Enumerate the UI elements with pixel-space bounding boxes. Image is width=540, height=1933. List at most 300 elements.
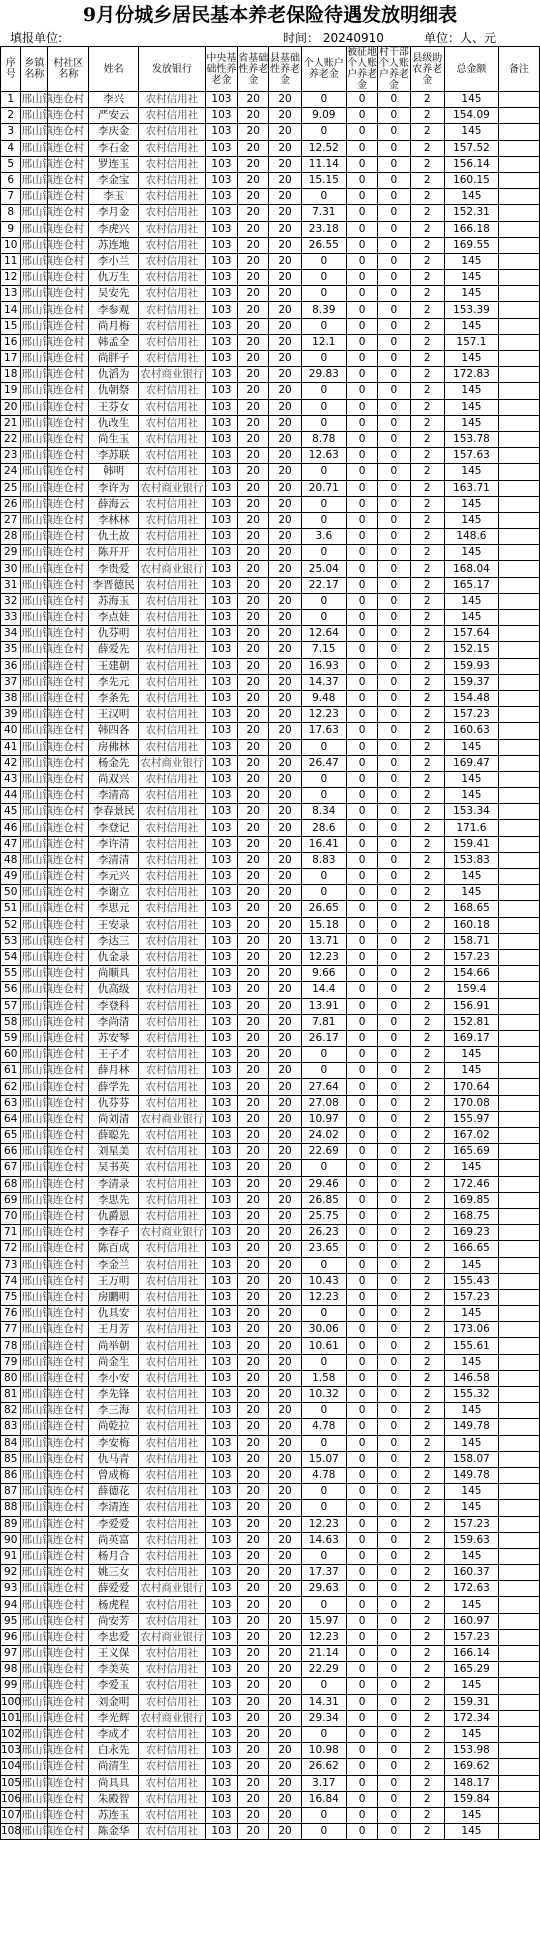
row-county: 20 [269, 1176, 301, 1192]
row-village: 连仓村 [48, 1678, 89, 1694]
row-central: 103 [205, 577, 237, 593]
row-remark [498, 1273, 539, 1289]
row-county: 20 [269, 464, 301, 480]
row-county: 20 [269, 1387, 301, 1403]
row-county: 20 [269, 237, 301, 253]
row-remark [498, 561, 539, 577]
row-province: 20 [238, 1435, 269, 1451]
row-village-cadre: 0 [378, 1014, 410, 1030]
row-village-cadre: 0 [378, 1467, 410, 1483]
row-central: 103 [205, 755, 237, 771]
row-personal: 10.43 [301, 1273, 346, 1289]
row-bank: 农村信用社 [138, 1370, 205, 1386]
table-row [1, 690, 540, 706]
row-county: 20 [269, 1160, 301, 1176]
row-bank: 农村商业银行 [138, 367, 205, 383]
row-name: 王子才 [89, 1047, 139, 1063]
row-name: 陈开开 [89, 545, 139, 561]
row-village: 连仓村 [48, 1710, 89, 1726]
row-county-aid: 2 [410, 966, 444, 982]
table-row [1, 1791, 540, 1807]
table-row [1, 529, 540, 545]
row-bank: 农村信用社 [138, 690, 205, 706]
row-no: 97 [1, 1646, 21, 1662]
row-personal: 0 [301, 512, 346, 528]
row-remark [498, 707, 539, 723]
row-county-aid: 2 [410, 998, 444, 1014]
row-total: 145 [445, 545, 499, 561]
row-village: 连仓村 [48, 788, 89, 804]
row-county-aid: 2 [410, 512, 444, 528]
row-total: 145 [445, 771, 499, 787]
row-town: 邢山镇 [21, 529, 48, 545]
row-bank: 农村商业银行 [138, 480, 205, 496]
row-town: 邢山镇 [21, 949, 48, 965]
row-no: 39 [1, 707, 21, 723]
row-land-acquired: 0 [346, 512, 377, 528]
row-village: 连仓村 [48, 1370, 89, 1386]
row-bank: 农村商业银行 [138, 1629, 205, 1645]
row-bank: 农村信用社 [138, 1354, 205, 1370]
row-central: 103 [205, 1807, 237, 1823]
table-row [1, 1273, 540, 1289]
row-province: 20 [238, 1403, 269, 1419]
row-bank: 农村信用社 [138, 1807, 205, 1823]
row-town: 邢山镇 [21, 1095, 48, 1111]
row-total: 145 [445, 1678, 499, 1694]
row-no: 101 [1, 1710, 21, 1726]
row-remark [498, 1403, 539, 1419]
row-remark [498, 723, 539, 739]
row-personal: 0 [301, 351, 346, 367]
row-total: 170.08 [445, 1095, 499, 1111]
row-province: 20 [238, 836, 269, 852]
row-no: 10 [1, 237, 21, 253]
row-county: 20 [269, 1370, 301, 1386]
row-village-cadre: 0 [378, 836, 410, 852]
row-no: 4 [1, 140, 21, 156]
row-central: 103 [205, 690, 237, 706]
row-village-cadre: 0 [378, 108, 410, 124]
row-land-acquired: 0 [346, 1516, 377, 1532]
row-central: 103 [205, 658, 237, 674]
row-central: 103 [205, 739, 237, 755]
row-no: 46 [1, 820, 21, 836]
row-total: 154.66 [445, 966, 499, 982]
row-total: 170.64 [445, 1079, 499, 1095]
row-bank: 农村信用社 [138, 1791, 205, 1807]
row-town: 邢山镇 [21, 1597, 48, 1613]
row-remark [498, 1484, 539, 1500]
row-central: 103 [205, 771, 237, 787]
row-remark [498, 464, 539, 480]
row-central: 103 [205, 561, 237, 577]
row-central: 103 [205, 270, 237, 286]
row-central: 103 [205, 1273, 237, 1289]
row-remark [498, 836, 539, 852]
row-bank: 农村信用社 [138, 982, 205, 998]
row-county-aid: 2 [410, 1079, 444, 1095]
row-town: 邢山镇 [21, 205, 48, 221]
row-no: 31 [1, 577, 21, 593]
row-personal: 13.71 [301, 933, 346, 949]
row-province: 20 [238, 626, 269, 642]
row-total: 155.32 [445, 1387, 499, 1403]
row-personal: 0 [301, 253, 346, 269]
table-row [1, 1306, 540, 1322]
row-no: 19 [1, 383, 21, 399]
row-name: 杨月合 [89, 1548, 139, 1564]
row-central: 103 [205, 1030, 237, 1046]
row-bank: 农村商业银行 [138, 755, 205, 771]
row-land-acquired: 0 [346, 237, 377, 253]
table-row [1, 723, 540, 739]
row-central: 103 [205, 1338, 237, 1354]
row-province: 20 [238, 512, 269, 528]
row-land-acquired: 0 [346, 1257, 377, 1273]
row-county: 20 [269, 189, 301, 205]
row-total: 160.63 [445, 723, 499, 739]
row-total: 145 [445, 1354, 499, 1370]
row-county: 20 [269, 1208, 301, 1224]
row-town: 邢山镇 [21, 1548, 48, 1564]
table-row [1, 1322, 540, 1338]
row-town: 邢山镇 [21, 1743, 48, 1759]
row-village-cadre: 0 [378, 949, 410, 965]
table-row [1, 383, 540, 399]
row-village-cadre: 0 [378, 1144, 410, 1160]
row-province: 20 [238, 529, 269, 545]
row-town: 邢山镇 [21, 982, 48, 998]
row-total: 172.83 [445, 367, 499, 383]
row-central: 103 [205, 1759, 237, 1775]
row-no: 88 [1, 1500, 21, 1516]
row-personal: 14.31 [301, 1694, 346, 1710]
row-remark [498, 1726, 539, 1742]
table-row [1, 949, 540, 965]
row-land-acquired: 0 [346, 1208, 377, 1224]
row-land-acquired: 0 [346, 1047, 377, 1063]
row-no: 35 [1, 642, 21, 658]
row-remark [498, 1419, 539, 1435]
row-province: 20 [238, 1532, 269, 1548]
row-total: 145 [445, 1160, 499, 1176]
row-village-cadre: 0 [378, 1403, 410, 1419]
row-county: 20 [269, 529, 301, 545]
row-county-aid: 2 [410, 642, 444, 658]
row-county: 20 [269, 561, 301, 577]
row-personal: 0 [301, 1726, 346, 1742]
row-village: 连仓村 [48, 529, 89, 545]
row-town: 邢山镇 [21, 253, 48, 269]
row-village-cadre: 0 [378, 1208, 410, 1224]
row-remark [498, 1387, 539, 1403]
row-no: 54 [1, 949, 21, 965]
table-row [1, 1225, 540, 1241]
row-total: 159.63 [445, 1532, 499, 1548]
row-town: 邢山镇 [21, 610, 48, 626]
row-central: 103 [205, 820, 237, 836]
row-no: 70 [1, 1208, 21, 1224]
row-village: 连仓村 [48, 1726, 89, 1742]
row-total: 145 [445, 885, 499, 901]
row-personal: 23.18 [301, 221, 346, 237]
row-county: 20 [269, 755, 301, 771]
row-county-aid: 2 [410, 1192, 444, 1208]
row-total: 156.14 [445, 156, 499, 172]
row-personal: 12.63 [301, 448, 346, 464]
table-row [1, 561, 540, 577]
row-village-cadre: 0 [378, 1581, 410, 1597]
row-land-acquired: 0 [346, 1548, 377, 1564]
row-county: 20 [269, 1338, 301, 1354]
row-personal: 12.23 [301, 1516, 346, 1532]
row-name: 薛月林 [89, 1063, 139, 1079]
row-village: 连仓村 [48, 739, 89, 755]
row-no: 30 [1, 561, 21, 577]
row-total: 145 [445, 739, 499, 755]
row-village: 连仓村 [48, 1662, 89, 1678]
row-bank: 农村信用社 [138, 318, 205, 334]
row-village-cadre: 0 [378, 1807, 410, 1823]
row-village: 连仓村 [48, 820, 89, 836]
row-land-acquired: 0 [346, 1743, 377, 1759]
row-county-aid: 2 [410, 1306, 444, 1322]
row-county: 20 [269, 788, 301, 804]
row-village: 连仓村 [48, 1791, 89, 1807]
row-county-aid: 2 [410, 852, 444, 868]
row-total: 154.09 [445, 108, 499, 124]
row-province: 20 [238, 690, 269, 706]
row-bank: 农村信用社 [138, 1500, 205, 1516]
row-name: 尚月梅 [89, 318, 139, 334]
row-bank: 农村信用社 [138, 529, 205, 545]
row-county-aid: 2 [410, 545, 444, 561]
row-remark [498, 1662, 539, 1678]
row-county: 20 [269, 545, 301, 561]
row-land-acquired: 0 [346, 820, 377, 836]
row-village: 连仓村 [48, 1063, 89, 1079]
row-central: 103 [205, 1111, 237, 1127]
row-remark [498, 755, 539, 771]
row-personal: 0 [301, 270, 346, 286]
row-province: 20 [238, 1516, 269, 1532]
row-bank: 农村信用社 [138, 124, 205, 140]
row-central: 103 [205, 480, 237, 496]
row-central: 103 [205, 804, 237, 820]
row-land-acquired: 0 [346, 253, 377, 269]
row-province: 20 [238, 1338, 269, 1354]
row-central: 103 [205, 1597, 237, 1613]
row-county: 20 [269, 593, 301, 609]
row-town: 邢山镇 [21, 318, 48, 334]
row-village-cadre: 0 [378, 448, 410, 464]
row-province: 20 [238, 1581, 269, 1597]
row-county: 20 [269, 1824, 301, 1840]
row-total: 145 [445, 464, 499, 480]
row-town: 邢山镇 [21, 788, 48, 804]
row-no: 100 [1, 1694, 21, 1710]
row-personal: 12.23 [301, 1629, 346, 1645]
row-remark [498, 480, 539, 496]
row-province: 20 [238, 966, 269, 982]
row-county: 20 [269, 1079, 301, 1095]
row-total: 145 [445, 1403, 499, 1419]
row-county: 20 [269, 1532, 301, 1548]
row-remark [498, 593, 539, 609]
row-town: 邢山镇 [21, 124, 48, 140]
row-village-cadre: 0 [378, 480, 410, 496]
row-personal: 24.02 [301, 1128, 346, 1144]
fill-unit-label: 填报单位: [10, 31, 63, 45]
row-town: 邢山镇 [21, 237, 48, 253]
row-central: 103 [205, 529, 237, 545]
row-no: 51 [1, 901, 21, 917]
row-total: 153.78 [445, 431, 499, 447]
row-total: 157.23 [445, 707, 499, 723]
row-total: 169.47 [445, 755, 499, 771]
row-county-aid: 2 [410, 804, 444, 820]
row-county-aid: 2 [410, 1791, 444, 1807]
row-town: 邢山镇 [21, 496, 48, 512]
row-name: 李石金 [89, 140, 139, 156]
row-county-aid: 2 [410, 351, 444, 367]
time-field [283, 30, 384, 46]
row-county: 20 [269, 1111, 301, 1127]
row-village: 连仓村 [48, 253, 89, 269]
col-header-remark: 备注 [498, 47, 539, 92]
row-remark [498, 237, 539, 253]
row-province: 20 [238, 1451, 269, 1467]
row-name: 仇高级 [89, 982, 139, 998]
row-village-cadre: 0 [378, 1597, 410, 1613]
row-land-acquired: 0 [346, 1241, 377, 1257]
row-village-cadre: 0 [378, 1273, 410, 1289]
row-remark [498, 804, 539, 820]
row-village: 连仓村 [48, 1548, 89, 1564]
table-row [1, 1257, 540, 1273]
row-county-aid: 2 [410, 1241, 444, 1257]
row-no: 32 [1, 593, 21, 609]
row-central: 103 [205, 1225, 237, 1241]
table-row [1, 448, 540, 464]
row-province: 20 [238, 1273, 269, 1289]
row-name: 李小安 [89, 1370, 139, 1386]
row-province: 20 [238, 1597, 269, 1613]
row-village-cadre: 0 [378, 610, 410, 626]
row-county: 20 [269, 577, 301, 593]
row-county: 20 [269, 1759, 301, 1775]
row-remark [498, 885, 539, 901]
row-town: 邢山镇 [21, 286, 48, 302]
row-county-aid: 2 [410, 318, 444, 334]
row-central: 103 [205, 383, 237, 399]
row-village-cadre: 0 [378, 1063, 410, 1079]
row-county: 20 [269, 1047, 301, 1063]
table-row [1, 367, 540, 383]
row-central: 103 [205, 1581, 237, 1597]
row-town: 邢山镇 [21, 383, 48, 399]
table-row [1, 1063, 540, 1079]
row-central: 103 [205, 302, 237, 318]
row-village: 连仓村 [48, 933, 89, 949]
row-village: 连仓村 [48, 1111, 89, 1127]
row-county: 20 [269, 933, 301, 949]
row-total: 152.15 [445, 642, 499, 658]
row-village: 连仓村 [48, 1565, 89, 1581]
row-bank: 农村信用社 [138, 1759, 205, 1775]
row-town: 邢山镇 [21, 1128, 48, 1144]
row-village-cadre: 0 [378, 1500, 410, 1516]
row-total: 155.43 [445, 1273, 499, 1289]
row-name: 李条先 [89, 690, 139, 706]
row-personal: 9.66 [301, 966, 346, 982]
row-town: 邢山镇 [21, 1030, 48, 1046]
row-town: 邢山镇 [21, 1759, 48, 1775]
row-central: 103 [205, 1678, 237, 1694]
row-village-cadre: 0 [378, 1192, 410, 1208]
row-village-cadre: 0 [378, 1775, 410, 1791]
row-total: 169.23 [445, 1225, 499, 1241]
row-village-cadre: 0 [378, 1710, 410, 1726]
row-town: 邢山镇 [21, 302, 48, 318]
row-village: 连仓村 [48, 108, 89, 124]
row-town: 邢山镇 [21, 1079, 48, 1095]
row-no: 93 [1, 1581, 21, 1597]
row-no: 56 [1, 982, 21, 998]
row-county: 20 [269, 1273, 301, 1289]
row-bank: 农村信用社 [138, 1694, 205, 1710]
row-remark [498, 221, 539, 237]
row-county: 20 [269, 771, 301, 787]
row-county-aid: 2 [410, 901, 444, 917]
row-county-aid: 2 [410, 1014, 444, 1030]
row-county: 20 [269, 674, 301, 690]
row-town: 邢山镇 [21, 674, 48, 690]
row-village: 连仓村 [48, 286, 89, 302]
row-land-acquired: 0 [346, 771, 377, 787]
row-county: 20 [269, 1192, 301, 1208]
row-county: 20 [269, 1694, 301, 1710]
row-total: 160.97 [445, 1613, 499, 1629]
row-central: 103 [205, 1629, 237, 1645]
row-county: 20 [269, 318, 301, 334]
row-total: 145 [445, 124, 499, 140]
row-name: 尚双兴 [89, 771, 139, 787]
row-village-cadre: 0 [378, 253, 410, 269]
row-central: 103 [205, 1289, 237, 1305]
row-remark [498, 431, 539, 447]
row-bank: 农村信用社 [138, 1192, 205, 1208]
row-county-aid: 2 [410, 690, 444, 706]
row-bank: 农村信用社 [138, 1306, 205, 1322]
row-county: 20 [269, 1030, 301, 1046]
row-village: 连仓村 [48, 852, 89, 868]
table-row [1, 1581, 540, 1597]
row-remark [498, 820, 539, 836]
table-row [1, 415, 540, 431]
table-row [1, 1807, 540, 1823]
row-county-aid: 2 [410, 1419, 444, 1435]
row-personal: 3.17 [301, 1775, 346, 1791]
row-land-acquired: 0 [346, 885, 377, 901]
row-town: 邢山镇 [21, 1047, 48, 1063]
row-remark [498, 140, 539, 156]
row-county-aid: 2 [410, 1807, 444, 1823]
row-personal: 0 [301, 1548, 346, 1564]
row-land-acquired: 0 [346, 1225, 377, 1241]
row-county: 20 [269, 1710, 301, 1726]
